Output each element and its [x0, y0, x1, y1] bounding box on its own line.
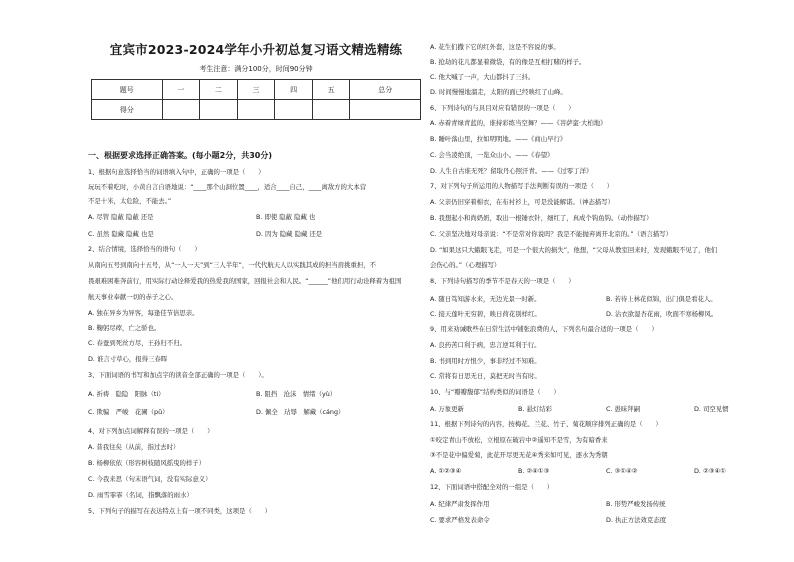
option[interactable]: C. 虽然 隐藏 隐藏 也是 [88, 230, 154, 238]
option[interactable]: D. 执正方法效克态度 [606, 516, 667, 524]
option[interactable]: B. 鞠躬尽瘁，亡之骄也。 [88, 324, 161, 332]
option[interactable]: D. 沾衣欲湿杏花雨，吹面不寒杨柳风。 [606, 310, 718, 318]
option[interactable]: A. 尽管 隐蔽 隐蔽 还是 [88, 213, 154, 221]
question-4: 4、对下列加点词解释有误的一项是（ ） [88, 427, 214, 435]
option-continued: 会伤心的。”（心理描写） [430, 261, 501, 269]
option[interactable]: B. 悬灯结彩 [518, 405, 553, 413]
option[interactable]: B. 抢劫的花儿都显着微袋，有的像是互相打赌的样子。 [430, 58, 586, 66]
score-input-cell[interactable] [275, 100, 313, 120]
question-3: 3、下面词语的书写和加点字的读音全部正确的一项是（ ）。 [88, 371, 268, 379]
option[interactable]: B. 阻挡 沧沫 情绪（yù） [256, 390, 337, 398]
question-10: 10、与“瓣瓣馥郁”结构类似的词语是（ ） [430, 388, 560, 396]
option[interactable]: A. 良药苦口利于病，忠言逆耳利于行。 [430, 341, 541, 349]
question-8: 8、下列诗句描写的季节不是春天的一项是（ ） [430, 277, 575, 285]
option[interactable]: B. 我想起小和尚奶奶，取出一根锤衣针，细红了，真成个钩鱼钩。（动作描写） [430, 214, 653, 222]
score-cell: 四 [275, 80, 313, 100]
question-text: 玩玩不着吃时，小黄自言自语地说：“____那个山洞位置____，适合____自己，____离敌方的大本营 [88, 183, 367, 191]
score-input-cell[interactable] [237, 100, 275, 120]
option[interactable]: C. 愚昧拜嗣 [606, 405, 641, 413]
score-cell: 二 [200, 80, 238, 100]
score-cell: 三 [237, 80, 275, 100]
option[interactable]: A. 祈祷 隐隐 阳脉（ti） [88, 390, 165, 398]
question-text: ③不是花中偏爱菊，此花开尽更无花④秀来如可见，逐水为秀朝 [430, 451, 608, 459]
score-cell: 一 [162, 80, 200, 100]
score-table-row [92, 100, 421, 120]
question-7: 7、对下列句子所运用的人物描写手法判断有误的一项是（ ） [430, 182, 614, 190]
option[interactable]: C. 今我来思（句末语气词，没有实际意义） [88, 475, 212, 483]
option[interactable]: A. 随日笃知游水来，无边光景一时新。 [430, 295, 541, 303]
option[interactable]: D. 人生自古谁无死？留取丹心照汗青。——《过零丁洋》 [430, 167, 593, 175]
score-input-cell[interactable] [162, 100, 200, 120]
score-input-cell[interactable] [200, 100, 238, 120]
option[interactable]: B. 若待上林花似锦，出门俱是看花人。 [606, 295, 717, 303]
question-text: 从南向五号到南向十五号，从“一人一天”到“三人半年”，一代代航天人以实践其成的担当肩挑重担，不 [88, 261, 377, 269]
option[interactable]: A. 花生们撒下它的红外套，这是不容说的事。 [430, 43, 560, 51]
option[interactable]: D. 谁言寸草心，报得三春晖 [88, 355, 168, 363]
option[interactable]: C. ③①④② [606, 467, 638, 475]
option[interactable]: D. 因为 隐藏 隐藏 还是 [256, 230, 323, 238]
option[interactable]: B. 睡叶落山里，拉如明明地。——《商山早行》 [430, 135, 567, 143]
section-heading: 一、根据要求选择正确答案。(每小题2分，共30分) [88, 151, 273, 160]
option[interactable]: C. 欺骗 严峻 花圃（pǔ） [88, 408, 169, 416]
option[interactable]: A. ①②③④ [430, 467, 462, 475]
score-cell: 总分 [350, 80, 421, 100]
option[interactable]: A. 父亲仍旧穿着棉衣，在布衬衫上，可是没能解诺。（神态描写） [430, 198, 615, 206]
option[interactable]: D. 司空见惯 [694, 405, 729, 413]
option[interactable]: A. 赤着青绿青蓝的，谁持彩练当空舞？——《菩萨蛮·大柏地》 [430, 119, 607, 127]
exam-notice: 考生注意：满分100分，时间90分钟 [199, 65, 313, 73]
option[interactable]: D. 雨雪霏霏（名词，指飘落的雨水） [88, 491, 193, 499]
option[interactable]: D. 佩全 玷辱 解藏（cáng） [256, 408, 345, 416]
option[interactable]: C. 父亲坚决地对母亲说：“不是常对你说吗？我是不能抛弃离开北京的。”（语言描写） [430, 230, 673, 238]
question-5: 5、下列句子的描写在表达特点上有一项不同类，这项是（ ） [88, 507, 272, 515]
question-11: 11、根据下列诗句的内容，按梅花、兰花、竹子、菊花顺序排列正确的是（ ） [430, 420, 662, 428]
score-cell: 题号 [92, 80, 163, 100]
option[interactable]: B. 书到用时方恨少，事非经过不知难。 [430, 357, 541, 365]
question-9: 9、用来劝诫歌些在日常生活中铺张浪费的人，下列名句最合适的一项是（ ） [430, 325, 658, 333]
question-12: 12、下面词语中搭配全对的一组是（ ） [430, 483, 554, 491]
option[interactable]: B. ②④①③ [518, 467, 550, 475]
option[interactable]: C. 要求严格发表命令 [430, 516, 490, 524]
question-2: 2、结合情境，选择恰当的语句（ ） [88, 245, 201, 253]
question-1: 1、根据句意选择恰当的词语填入句中，正确的一项是（ ） [88, 168, 265, 176]
question-6: 6、下列诗句的与具目对应有错误的一项是（ ） [430, 104, 575, 112]
option[interactable]: C. 接天莲叶无穷碧，映日荷花别样红。 [430, 310, 541, 318]
option[interactable]: A. 昔我往矣（从前，指过去时） [88, 443, 180, 451]
question-text: 航天事业奉献一切的赤子之心。 [88, 293, 178, 301]
option[interactable]: D. ②③④① [694, 467, 726, 475]
option[interactable]: B. 杨柳依依（形容树枝随风摇曳的样子） [88, 459, 206, 467]
option[interactable]: D. 时间慢慢地溜走，太阳的面已经映红了山峰。 [430, 88, 567, 96]
option[interactable]: C. 会当凌绝顶，一览众山小。——《春望》 [430, 151, 554, 159]
score-input-cell[interactable] [312, 100, 350, 120]
option[interactable]: C. 常将有日思无日，莫把无时当有时。 [430, 372, 541, 380]
score-cell: 五 [312, 80, 350, 100]
question-text: 不是十米，太危险，不能去。” [88, 197, 172, 205]
option[interactable]: C. 他大喊了一声，大山都抖了三抖。 [430, 73, 535, 81]
option[interactable]: A. 纪律严肃发挥作用 [430, 500, 490, 508]
score-cell: 得分 [92, 100, 163, 120]
option[interactable]: B. 即使 隐蔽 隐藏 也 [256, 213, 316, 221]
option[interactable]: A. 独在异乡为异客，每逢佳节倍思亲。 [88, 309, 199, 317]
option[interactable]: A. 万象更新 [430, 405, 464, 413]
question-text: 畏艰难困难奔前行，用实际行动诠释爱我的热爱我的国家，回报社会和人民。“______”他们用行动诠释着为祖国 [88, 277, 402, 285]
score-table-row [92, 80, 421, 100]
option[interactable]: C. 春蚕到死丝方尽，王孙归不归。 [88, 339, 186, 347]
page-title: 宜宾市2023-2024学年小升初总复习语文精选精练 [109, 42, 403, 57]
question-text: ①咬定青山不放松，立根原在破岩中②遥知不是雪，为有暗香来 [430, 436, 608, 444]
score-table [91, 79, 421, 120]
option[interactable]: D. “如果这只大蛾眼飞走，可是一个很大的损失”，他想，“父母从教室回来时，发现蛾眼不见了，他们 [430, 246, 718, 254]
option[interactable]: B. 形势严峻发扬传统 [606, 500, 666, 508]
score-input-cell[interactable] [350, 100, 421, 120]
